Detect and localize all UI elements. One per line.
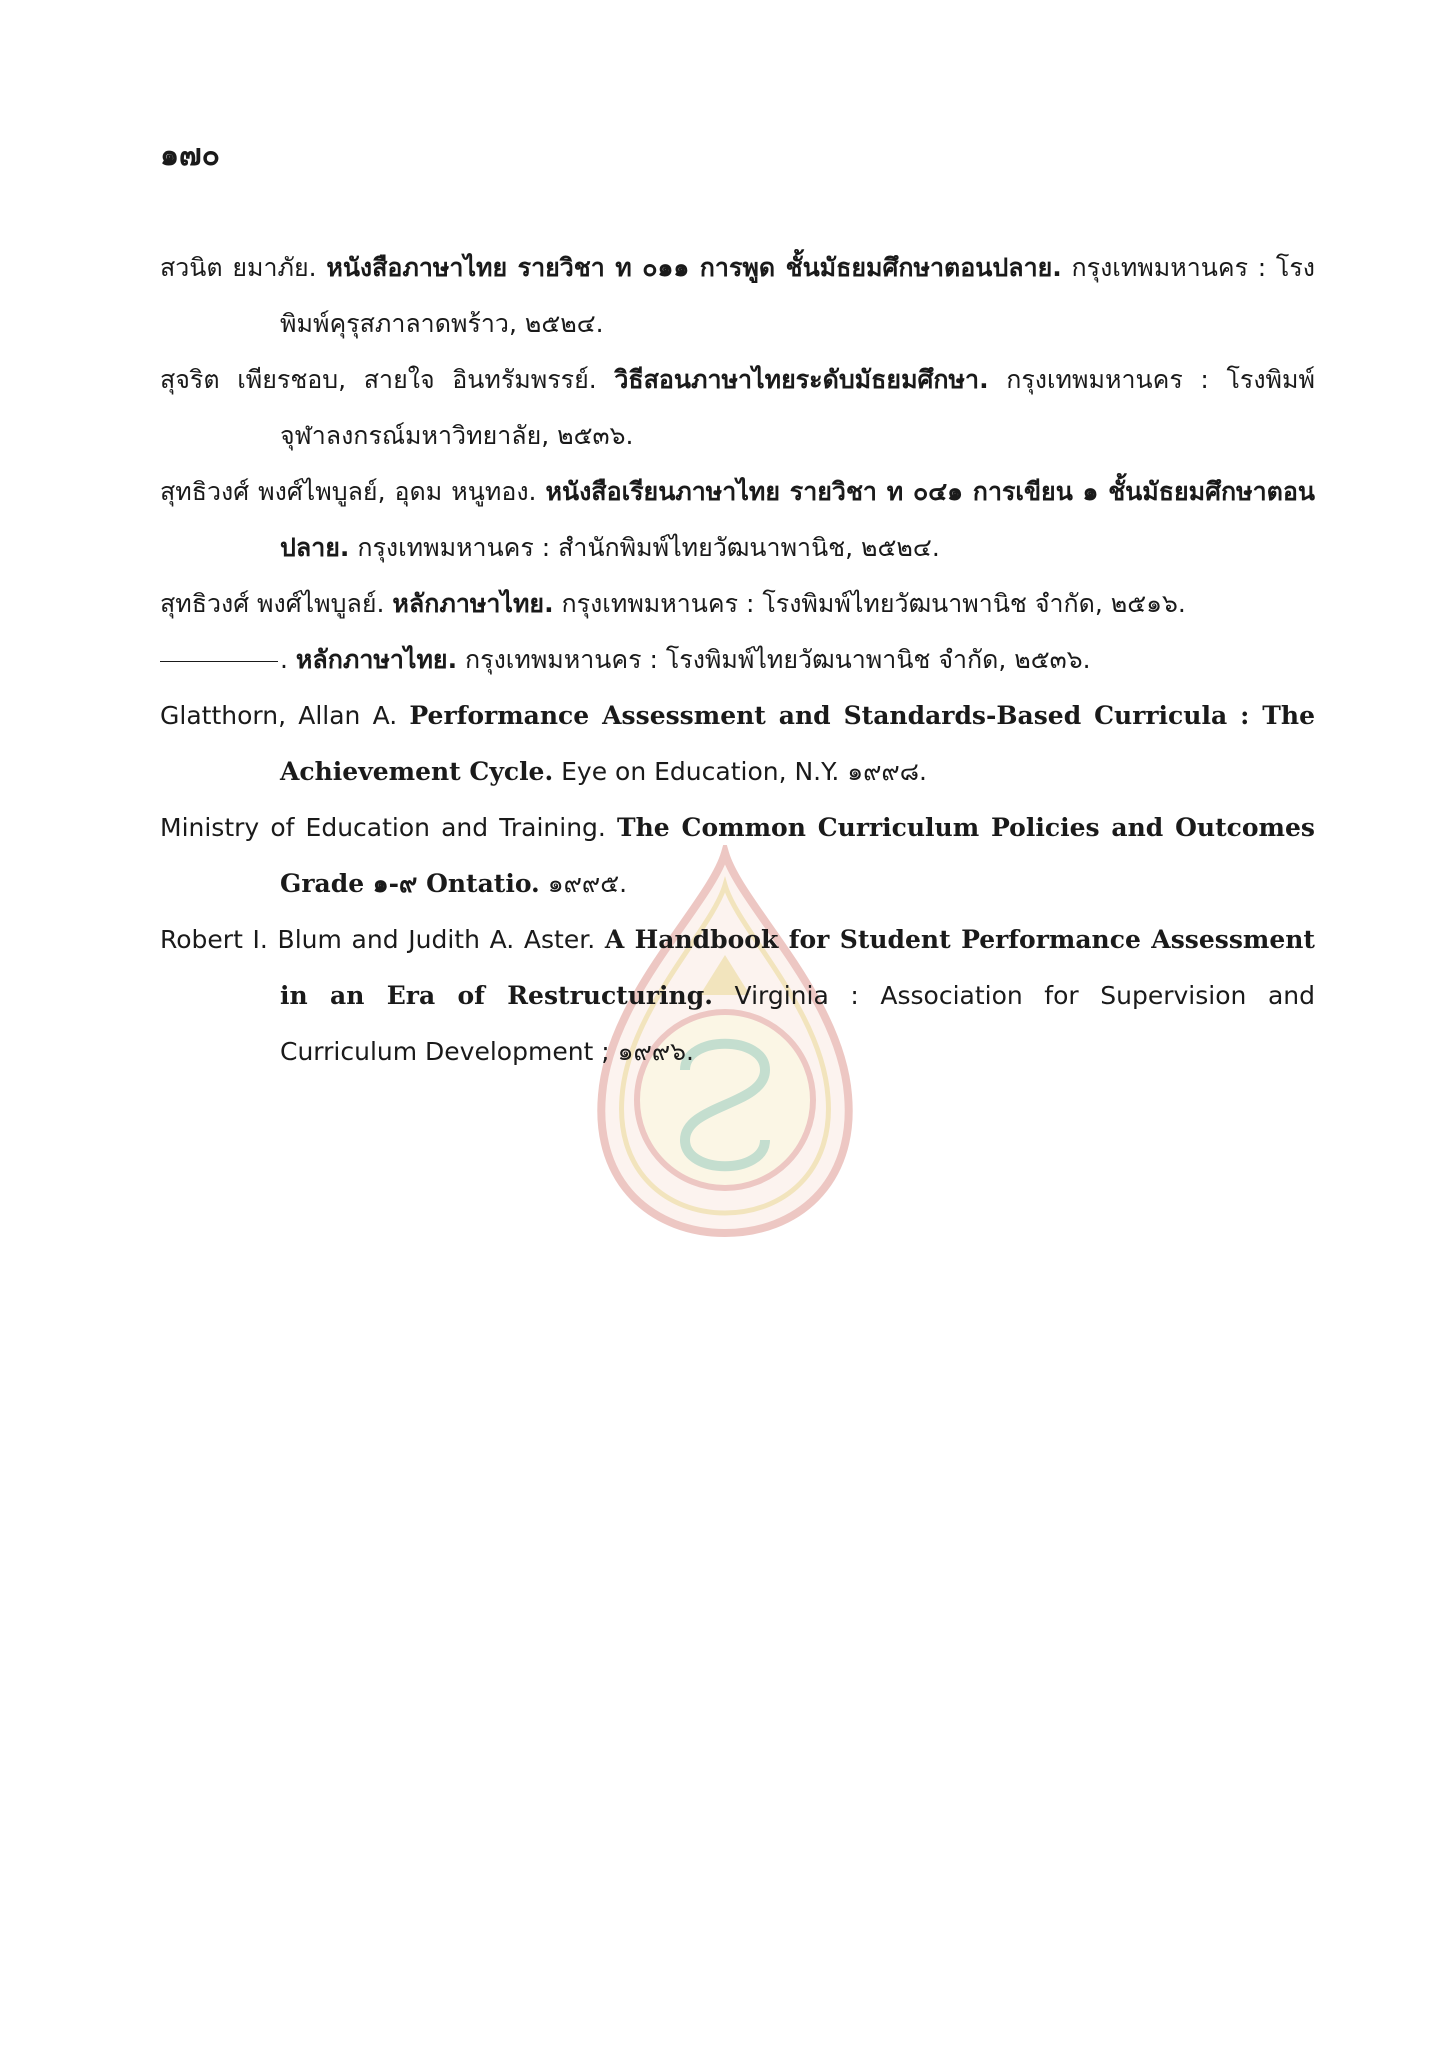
repeated-author-dash	[160, 661, 278, 662]
bibliography-entry	[160, 240, 1315, 352]
entry-title: หลักภาษาไทย.	[392, 589, 554, 618]
bibliography	[160, 240, 1315, 1080]
entry-title: A Handbook for Student Performance Assessment in an Era of Restructuring.	[280, 925, 1315, 1010]
entry-author: Ministry of Education and Training.	[160, 813, 617, 842]
entry-author: สวนิต ยมาภัย.	[160, 253, 327, 282]
entry-publication: กรุงเทพมหานคร : สำนักพิมพ์ไทยวัฒนาพานิช, ๒๕๒๔.	[349, 533, 940, 562]
entry-publication: กรุงเทพมหานคร : โรงพิมพ์ไทยวัฒนาพานิช จำกัด, ๒๕๓๖.	[457, 645, 1091, 674]
bibliography-entry	[160, 912, 1315, 1080]
bibliography-entry	[160, 464, 1315, 576]
bibliography-entry	[160, 352, 1315, 464]
entry-publication: ๑๙๙๕.	[539, 869, 628, 898]
bibliography-entry	[160, 632, 1315, 688]
entry-author: Robert I. Blum and Judith A. Aster.	[160, 925, 605, 954]
entry-title: หลักภาษาไทย.	[295, 645, 458, 674]
entry-title: Performance Assessment and Standards-Based Curricula : The Achievement Cycle.	[280, 701, 1315, 786]
entry-publication: กรุงเทพมหานคร : โรงพิมพ์คุรุสภาลาดพร้าว, ๒๕๒๔.	[280, 253, 1315, 338]
bibliography-entry	[160, 800, 1315, 912]
page-number: ๑๗๐	[160, 138, 220, 173]
entry-author: สุทธิวงศ์ พงศ์ไพบูลย์.	[160, 589, 393, 618]
entry-author: สุทธิวงศ์ พงศ์ไพบูลย์, อุดม หนูทอง.	[160, 477, 546, 506]
entry-publication: กรุงเทพมหานคร : โรงพิมพ์ไทยวัฒนาพานิช จำกัด, ๒๕๑๖.	[553, 589, 1186, 618]
entry-author: Glatthorn, Allan A.	[160, 701, 410, 730]
entry-title: หนังสือเรียนภาษาไทย รายวิชา ท ๐๔๑ การเขียน ๑ ชั้นมัธยมศึกษาตอนปลาย.	[280, 477, 1315, 562]
entry-publication: Virginia : Association for Supervision and Curriculum Development ; ๑๙๙๖.	[280, 981, 1315, 1066]
entry-title: The Common Curriculum Policies and Outcomes Grade ๑-๙ Ontatio.	[280, 813, 1315, 898]
entry-author: สุจริต เพียรชอบ, สายใจ อินทรัมพรรย์.	[160, 365, 615, 394]
entry-publication: กรุงเทพมหานคร : โรงพิมพ์จุฬาลงกรณ์มหาวิทยาลัย, ๒๕๓๖.	[280, 365, 1315, 450]
entry-title: วิธีสอนภาษาไทยระดับมัธยมศึกษา.	[614, 365, 989, 394]
bibliography-entry	[160, 576, 1315, 632]
entry-publication: Eye on Education, N.Y. ๑๙๙๘.	[553, 757, 927, 786]
entry-author: .	[280, 645, 296, 674]
entry-title: หนังสือภาษาไทย รายวิชา ท ๐๑๑ การพูด ชั้นมัธยมศึกษาตอนปลาย.	[326, 253, 1062, 282]
bibliography-entry	[160, 688, 1315, 800]
